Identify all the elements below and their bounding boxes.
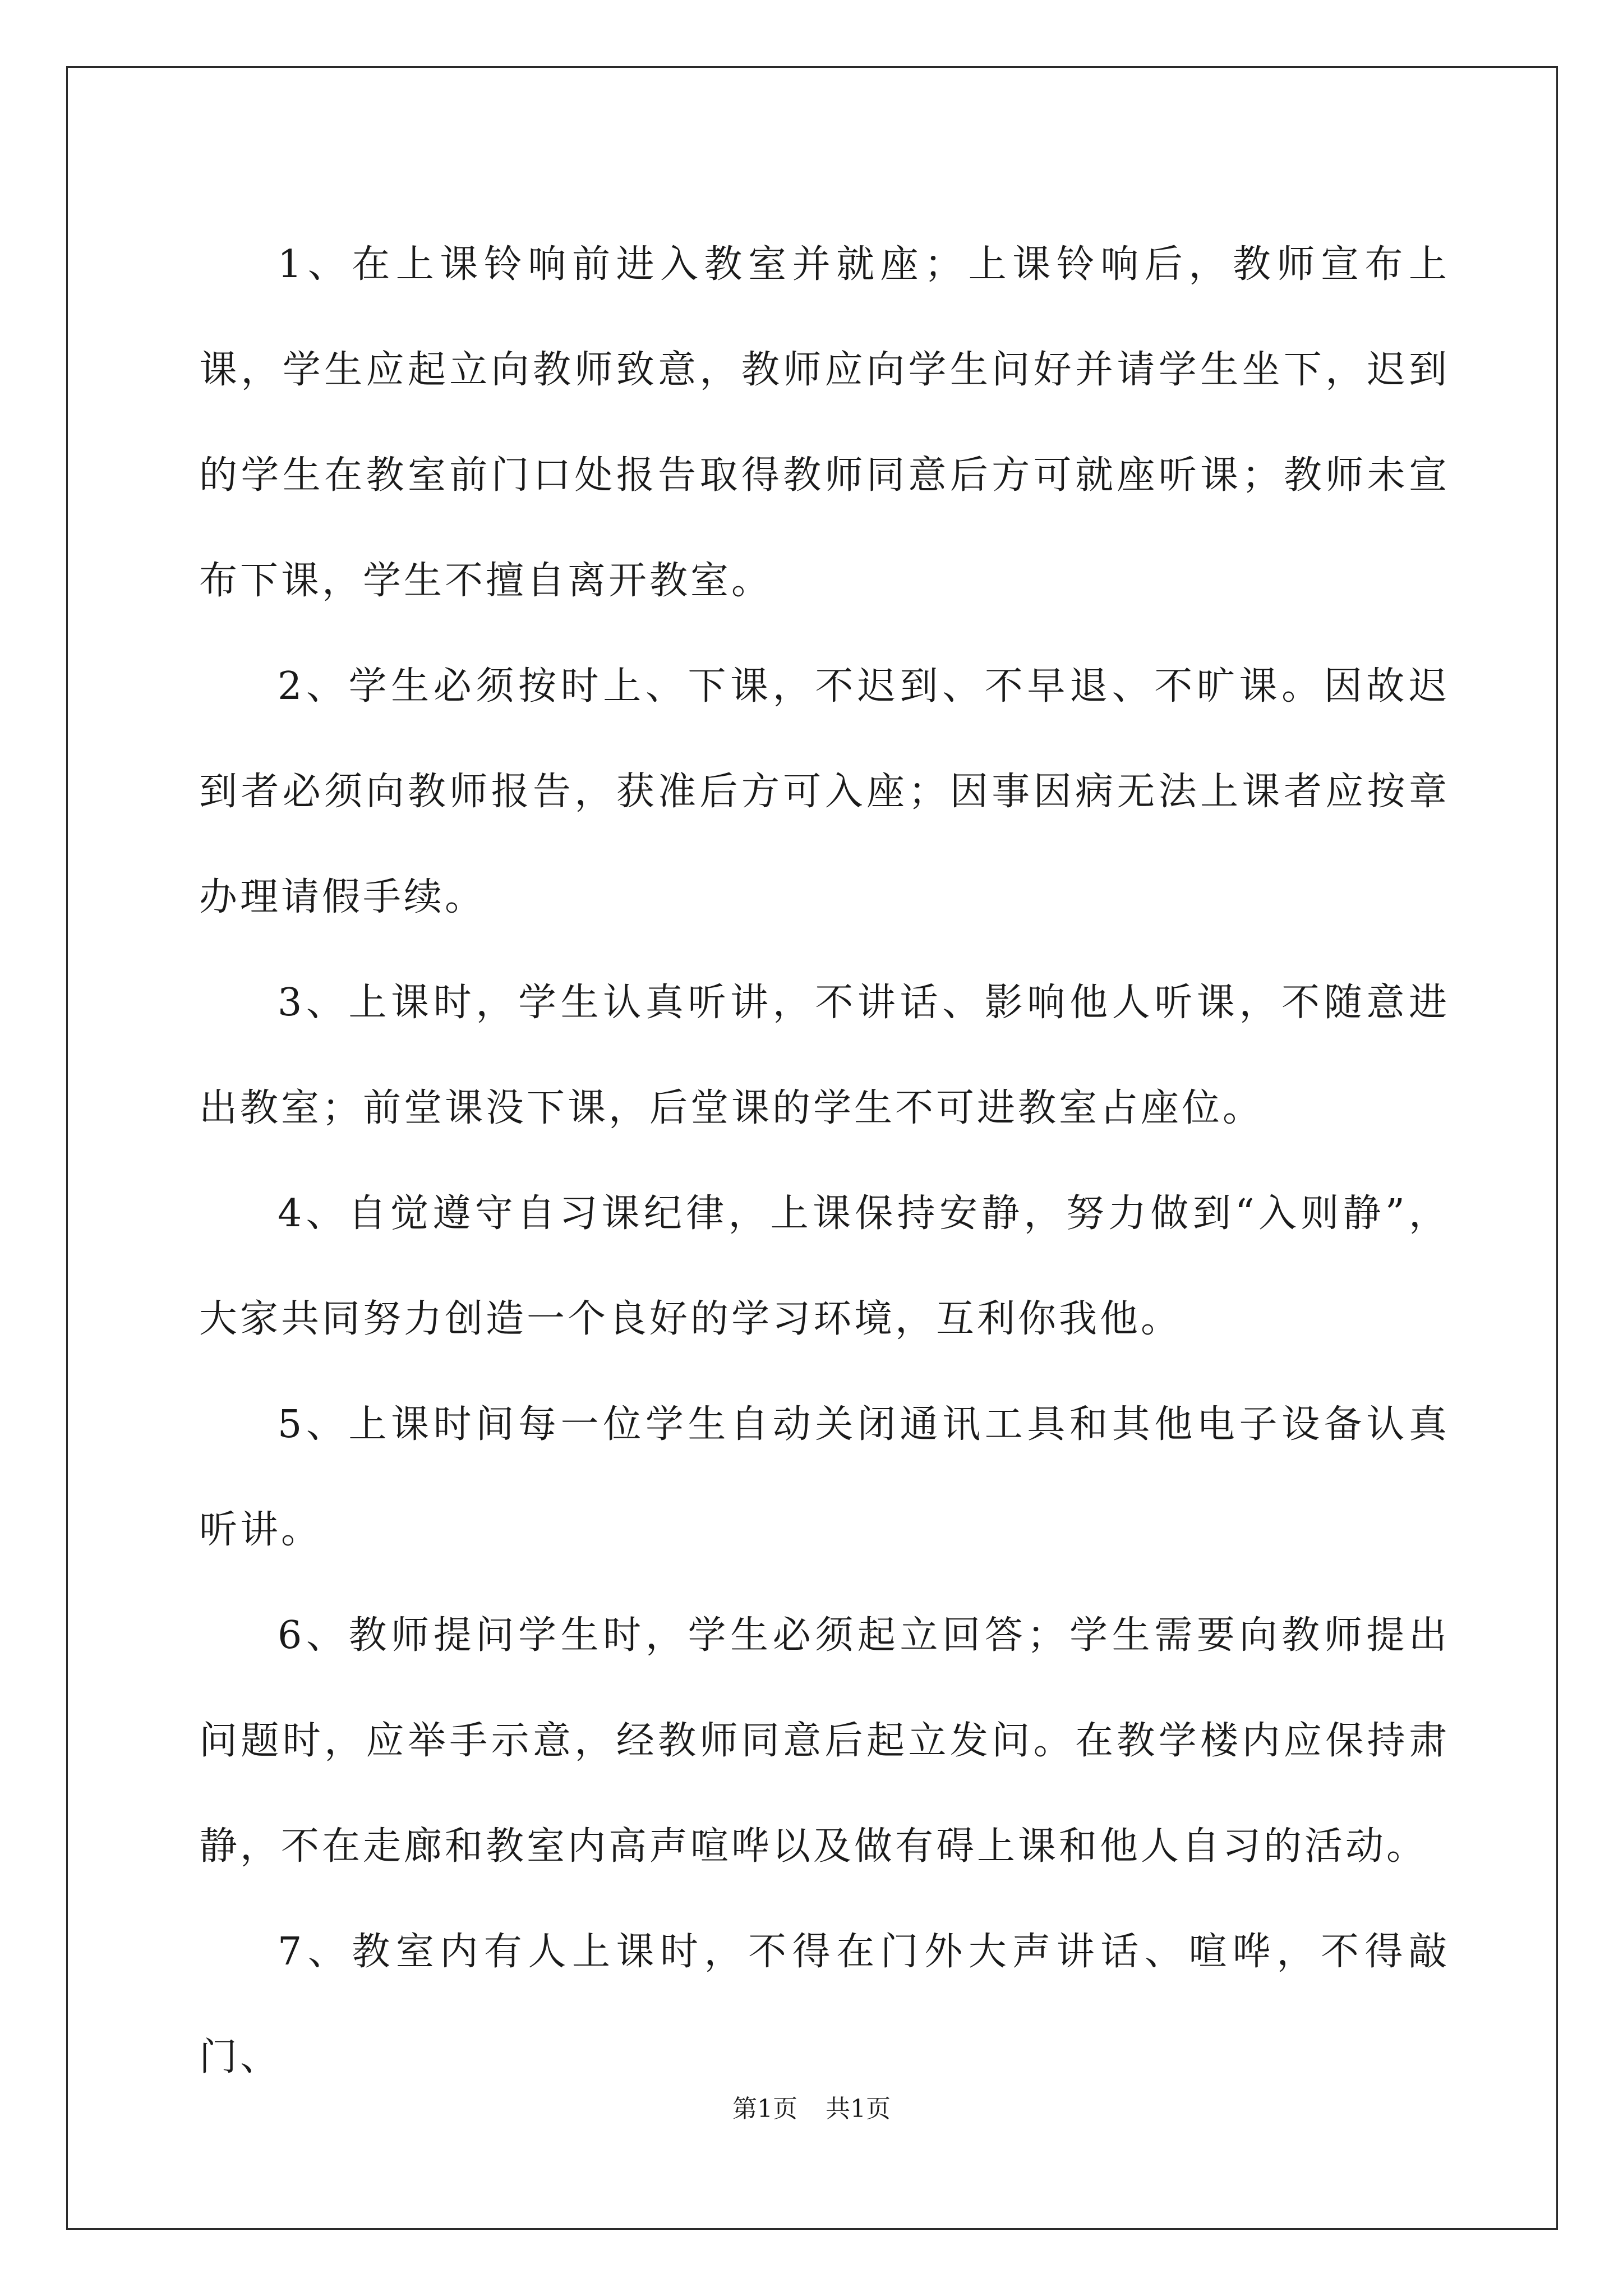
document-body: [199, 212, 1450, 2110]
page-number: 第1页: [732, 2095, 797, 2123]
paragraph-4: 4、自觉遵守自习课纪律，上课保持安静，努力做到“入则静”，大家共同努力创造一个良好的学习环境，互利你我他。: [199, 1191, 1450, 1341]
paragraph-1: 1、在上课铃响前进入教室并就座；上课铃响后，教师宣布上课，学生应起立向教师致意，教师应向学生问好并请学生坐下，迟到的学生在教室前门口处报告取得教师同意后方可就座听课；教师未宣布下课，学生不擅自离开教室。: [199, 242, 1450, 603]
paragraph-6: 6、教师提问学生时，学生必须起立回答；学生需要向教师提出问题时，应举手示意，经教师同意后起立发问。在教学楼内应保持肃静，不在走廊和教室内高声喧哗以及做有碍上课和他人自习的活动。: [199, 1613, 1450, 1869]
page-footer: [0, 2092, 1623, 2126]
paragraph-3: 3、上课时，学生认真听讲，不讲话、影响他人听课，不随意进出教室；前堂课没下课，后堂课的学生不可进教室占座位。: [199, 981, 1450, 1130]
paragraph-7: 7、教室内有人上课时，不得在门外大声讲话、喧哗，不得敲门、: [199, 1930, 1450, 2079]
paragraph-2: 2、学生必须按时上、下课，不迟到、不早退、不旷课。因故迟到者必须向教师报告，获准后方可入座；因事因病无法上课者应按章办理请假手续。: [199, 664, 1450, 919]
paragraph-5: 5、上课时间每一位学生自动关闭通讯工具和其他电子设备认真听讲。: [199, 1402, 1450, 1552]
page-total: 共1页: [826, 2095, 891, 2123]
